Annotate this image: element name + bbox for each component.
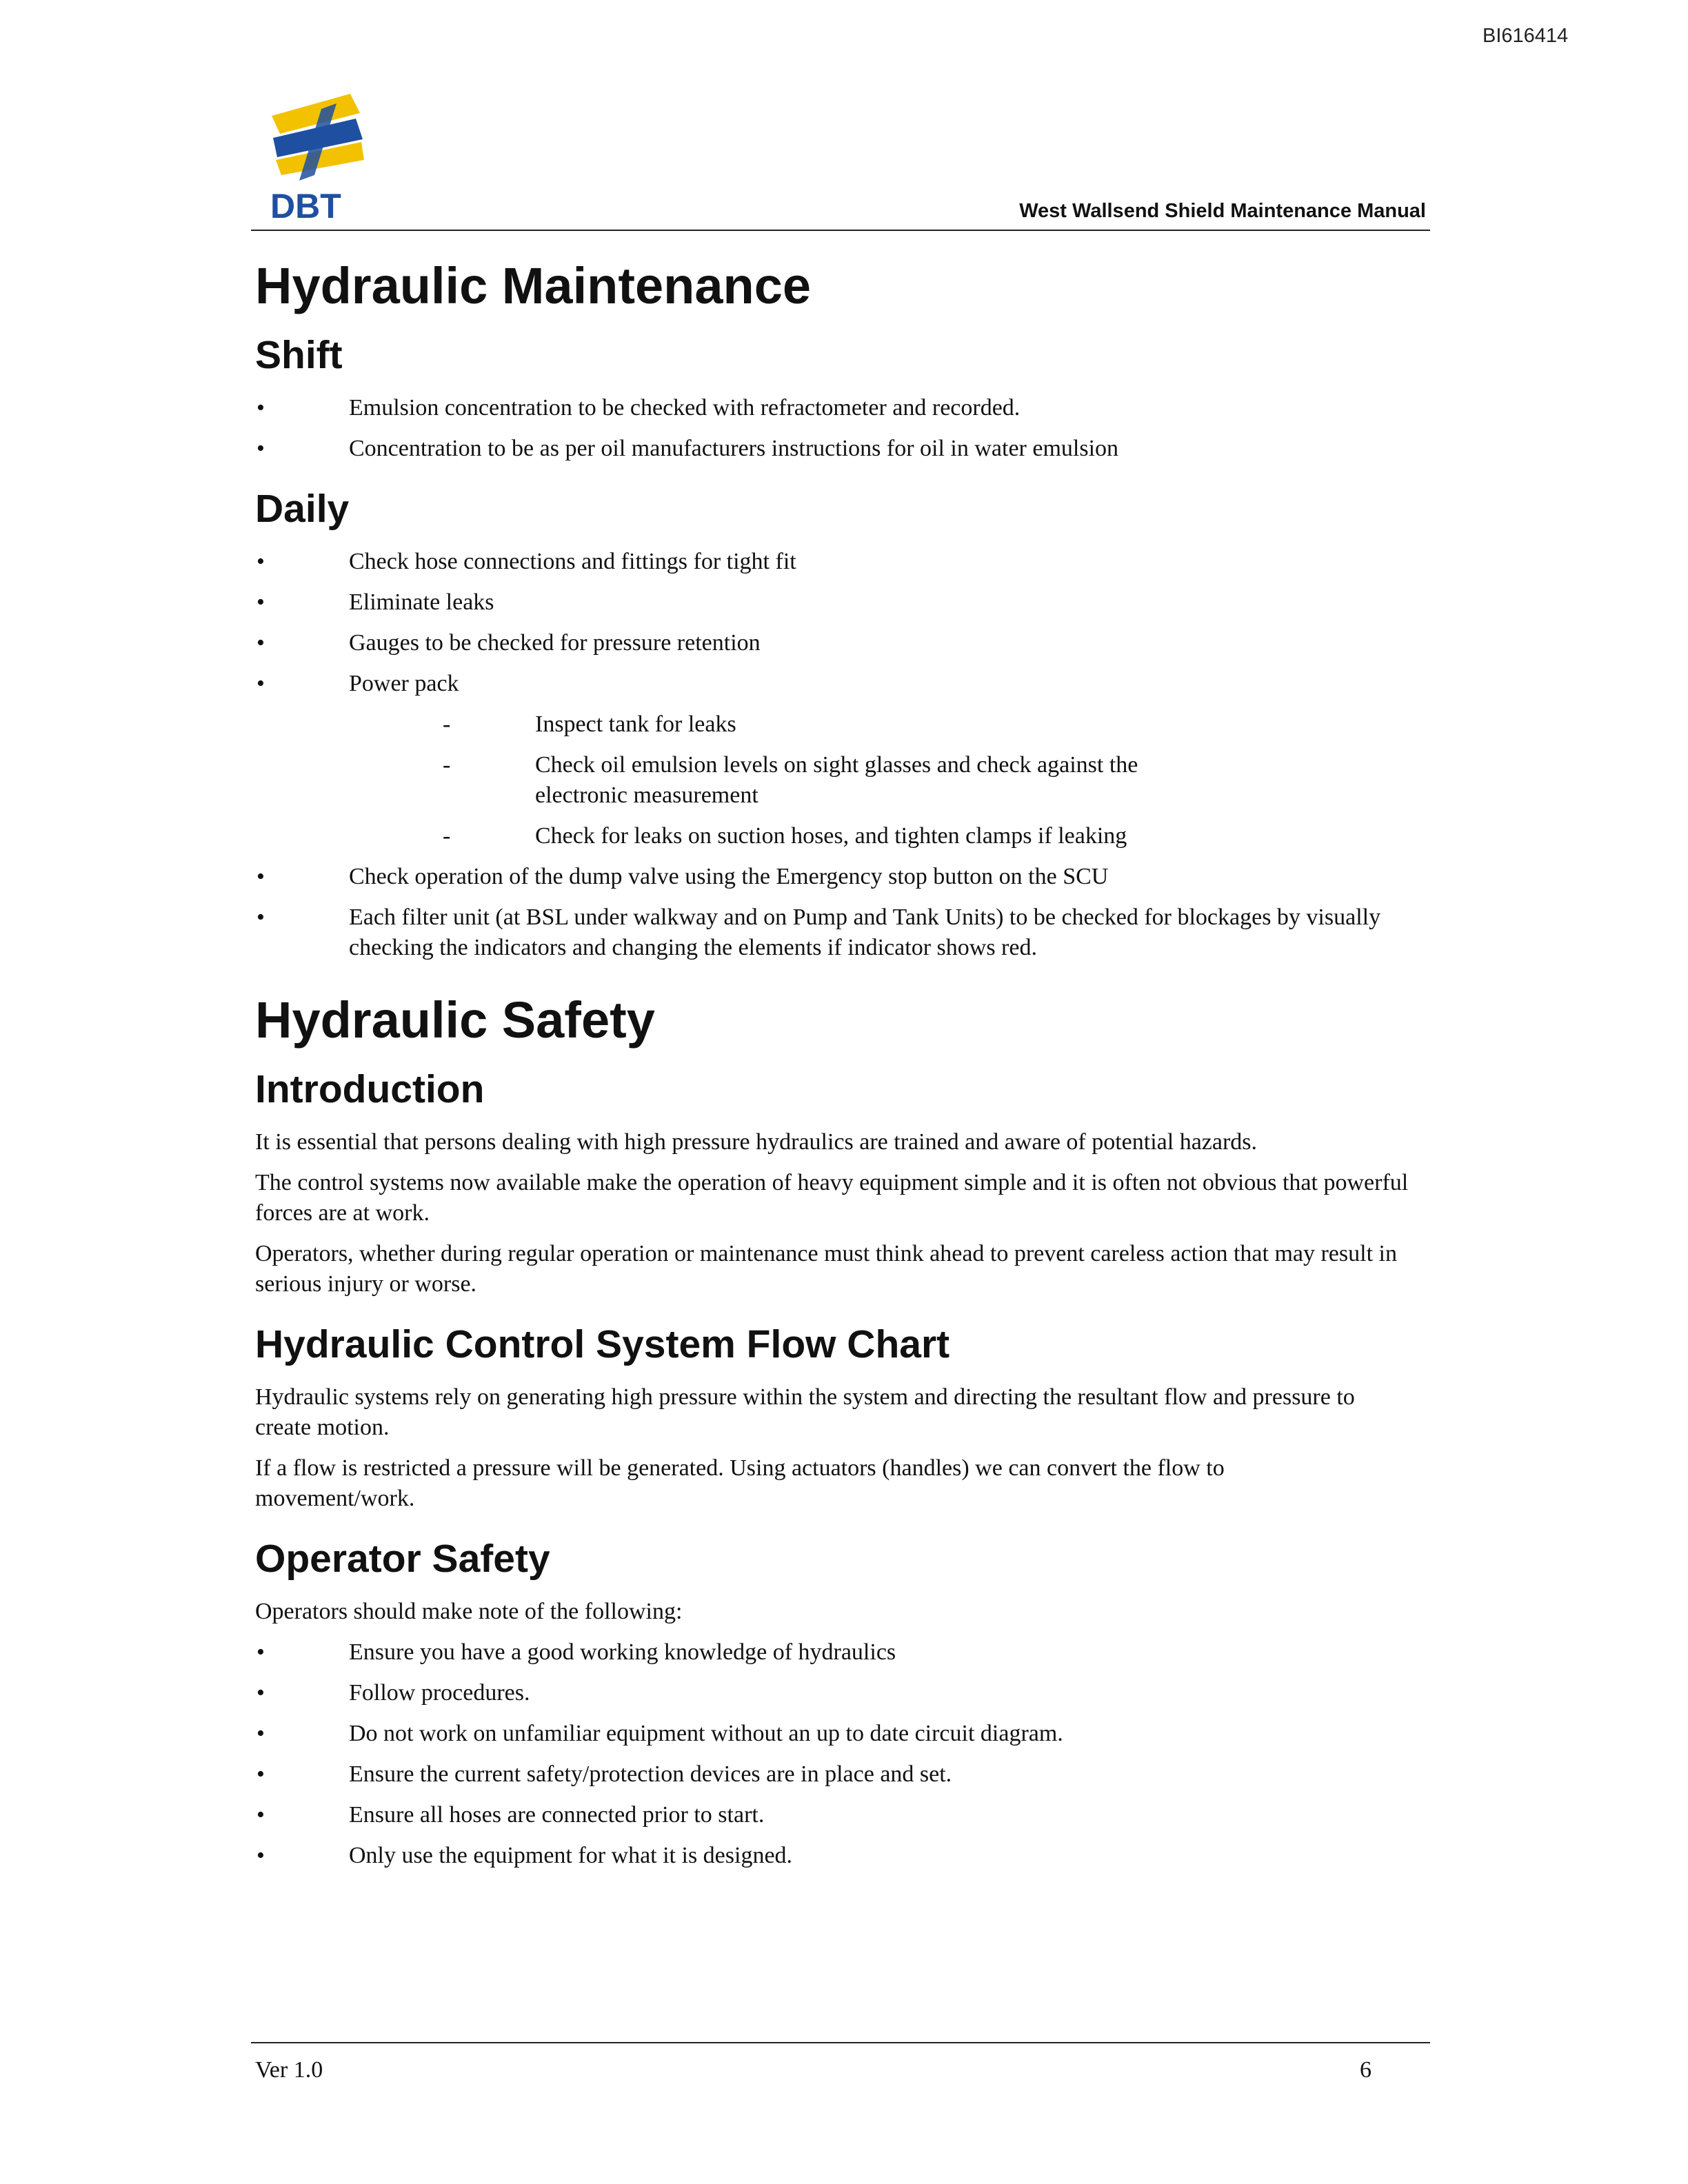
operator-safety-list bbox=[255, 1637, 1427, 1871]
list-item: • Emulsion concentration to be checked with refractometer and recorded. bbox=[257, 395, 1021, 421]
list-item: • Only use the equipment for what it is designed. bbox=[257, 1843, 793, 1868]
subsection-heading-flow-chart: Hydraulic Control System Flow Chart bbox=[255, 1322, 950, 1366]
section-title-hydraulic-safety: Hydraulic Safety bbox=[255, 991, 655, 1049]
list-item: • Ensure all hoses are connected prior to start. bbox=[257, 1802, 765, 1828]
paragraph: Operators should make note of the following: bbox=[255, 1599, 683, 1624]
paragraph: Operators, whether during regular operation or maintenance must think ahead to prevent careless action that may result in serious injury or worse. bbox=[255, 1241, 1397, 1297]
list-item: • Ensure the current safety/protection devices are in place and set. bbox=[257, 1761, 952, 1787]
subsection-heading-operator-safety: Operator Safety bbox=[255, 1537, 550, 1581]
shift-list bbox=[255, 393, 1427, 464]
header-title: West Wallsend Shield Maintenance Manual bbox=[1019, 200, 1426, 222]
list-item: • Follow procedures. bbox=[257, 1680, 530, 1706]
list-item: • Check hose connections and fittings for tight fit bbox=[257, 549, 796, 574]
list-item: • Ensure you have a good working knowledge of hydraulics bbox=[257, 1639, 896, 1665]
footer-rule bbox=[251, 2042, 1430, 2043]
paragraph: If a flow is restricted a pressure will be generated. Using actuators (handles) we can convert the flow to movement/work. bbox=[255, 1455, 1225, 1511]
list-item: • Do not work on unfamiliar equipment without an up to date circuit diagram. bbox=[257, 1721, 1063, 1746]
list-item: • Concentration to be as per oil manufacturers instructions for oil in water emulsion bbox=[257, 436, 1119, 461]
subsection-heading-shift: Shift bbox=[255, 333, 343, 377]
daily-list bbox=[255, 547, 1427, 963]
header-rule bbox=[251, 230, 1430, 231]
list-item: • Eliminate leaks bbox=[257, 589, 494, 615]
paragraph: Hydraulic systems rely on generating high pressure within the system and directing the resultant flow and pressure to create motion. bbox=[255, 1384, 1355, 1440]
list-item: • Power pack bbox=[257, 671, 459, 696]
list-item: • Check operation of the dump valve using the Emergency stop button on the SCU bbox=[257, 864, 1109, 889]
sub-list-item: - Inspect tank for leaks bbox=[443, 711, 736, 737]
page-content bbox=[255, 255, 1427, 1881]
paragraph: It is essential that persons dealing with high pressure hydraulics are trained and aware of potential hazards. bbox=[255, 1129, 1258, 1155]
list-item: • Gauges to be checked for pressure retention bbox=[257, 630, 761, 656]
dbt-logo bbox=[259, 88, 376, 226]
subsection-heading-introduction: Introduction bbox=[255, 1067, 485, 1111]
footer-version: Ver 1.0 bbox=[255, 2057, 323, 2083]
page-number: 6 bbox=[1360, 2057, 1372, 2083]
section-title-hydraulic-maintenance: Hydraulic Maintenance bbox=[255, 257, 812, 314]
list-item: • Each filter unit (at BSL under walkway and on Pump and Tank Units) to be checked for blockages by visually checking the indicators and changing the elements if indicator shows red. bbox=[257, 904, 1381, 960]
sub-list-item: - Check oil emulsion levels on sight glasses and check against the electronic measurement bbox=[443, 752, 1138, 808]
subsection-heading-daily: Daily bbox=[255, 487, 350, 531]
paragraph: The control systems now available make the operation of heavy equipment simple and it is often not obvious that powerful forces are at work. bbox=[255, 1170, 1409, 1226]
svg-text:DBT: DBT bbox=[270, 187, 341, 225]
sub-list-item: - Check for leaks on suction hoses, and tighten clamps if leaking bbox=[443, 823, 1127, 849]
document-id: BI616414 bbox=[1483, 25, 1569, 47]
